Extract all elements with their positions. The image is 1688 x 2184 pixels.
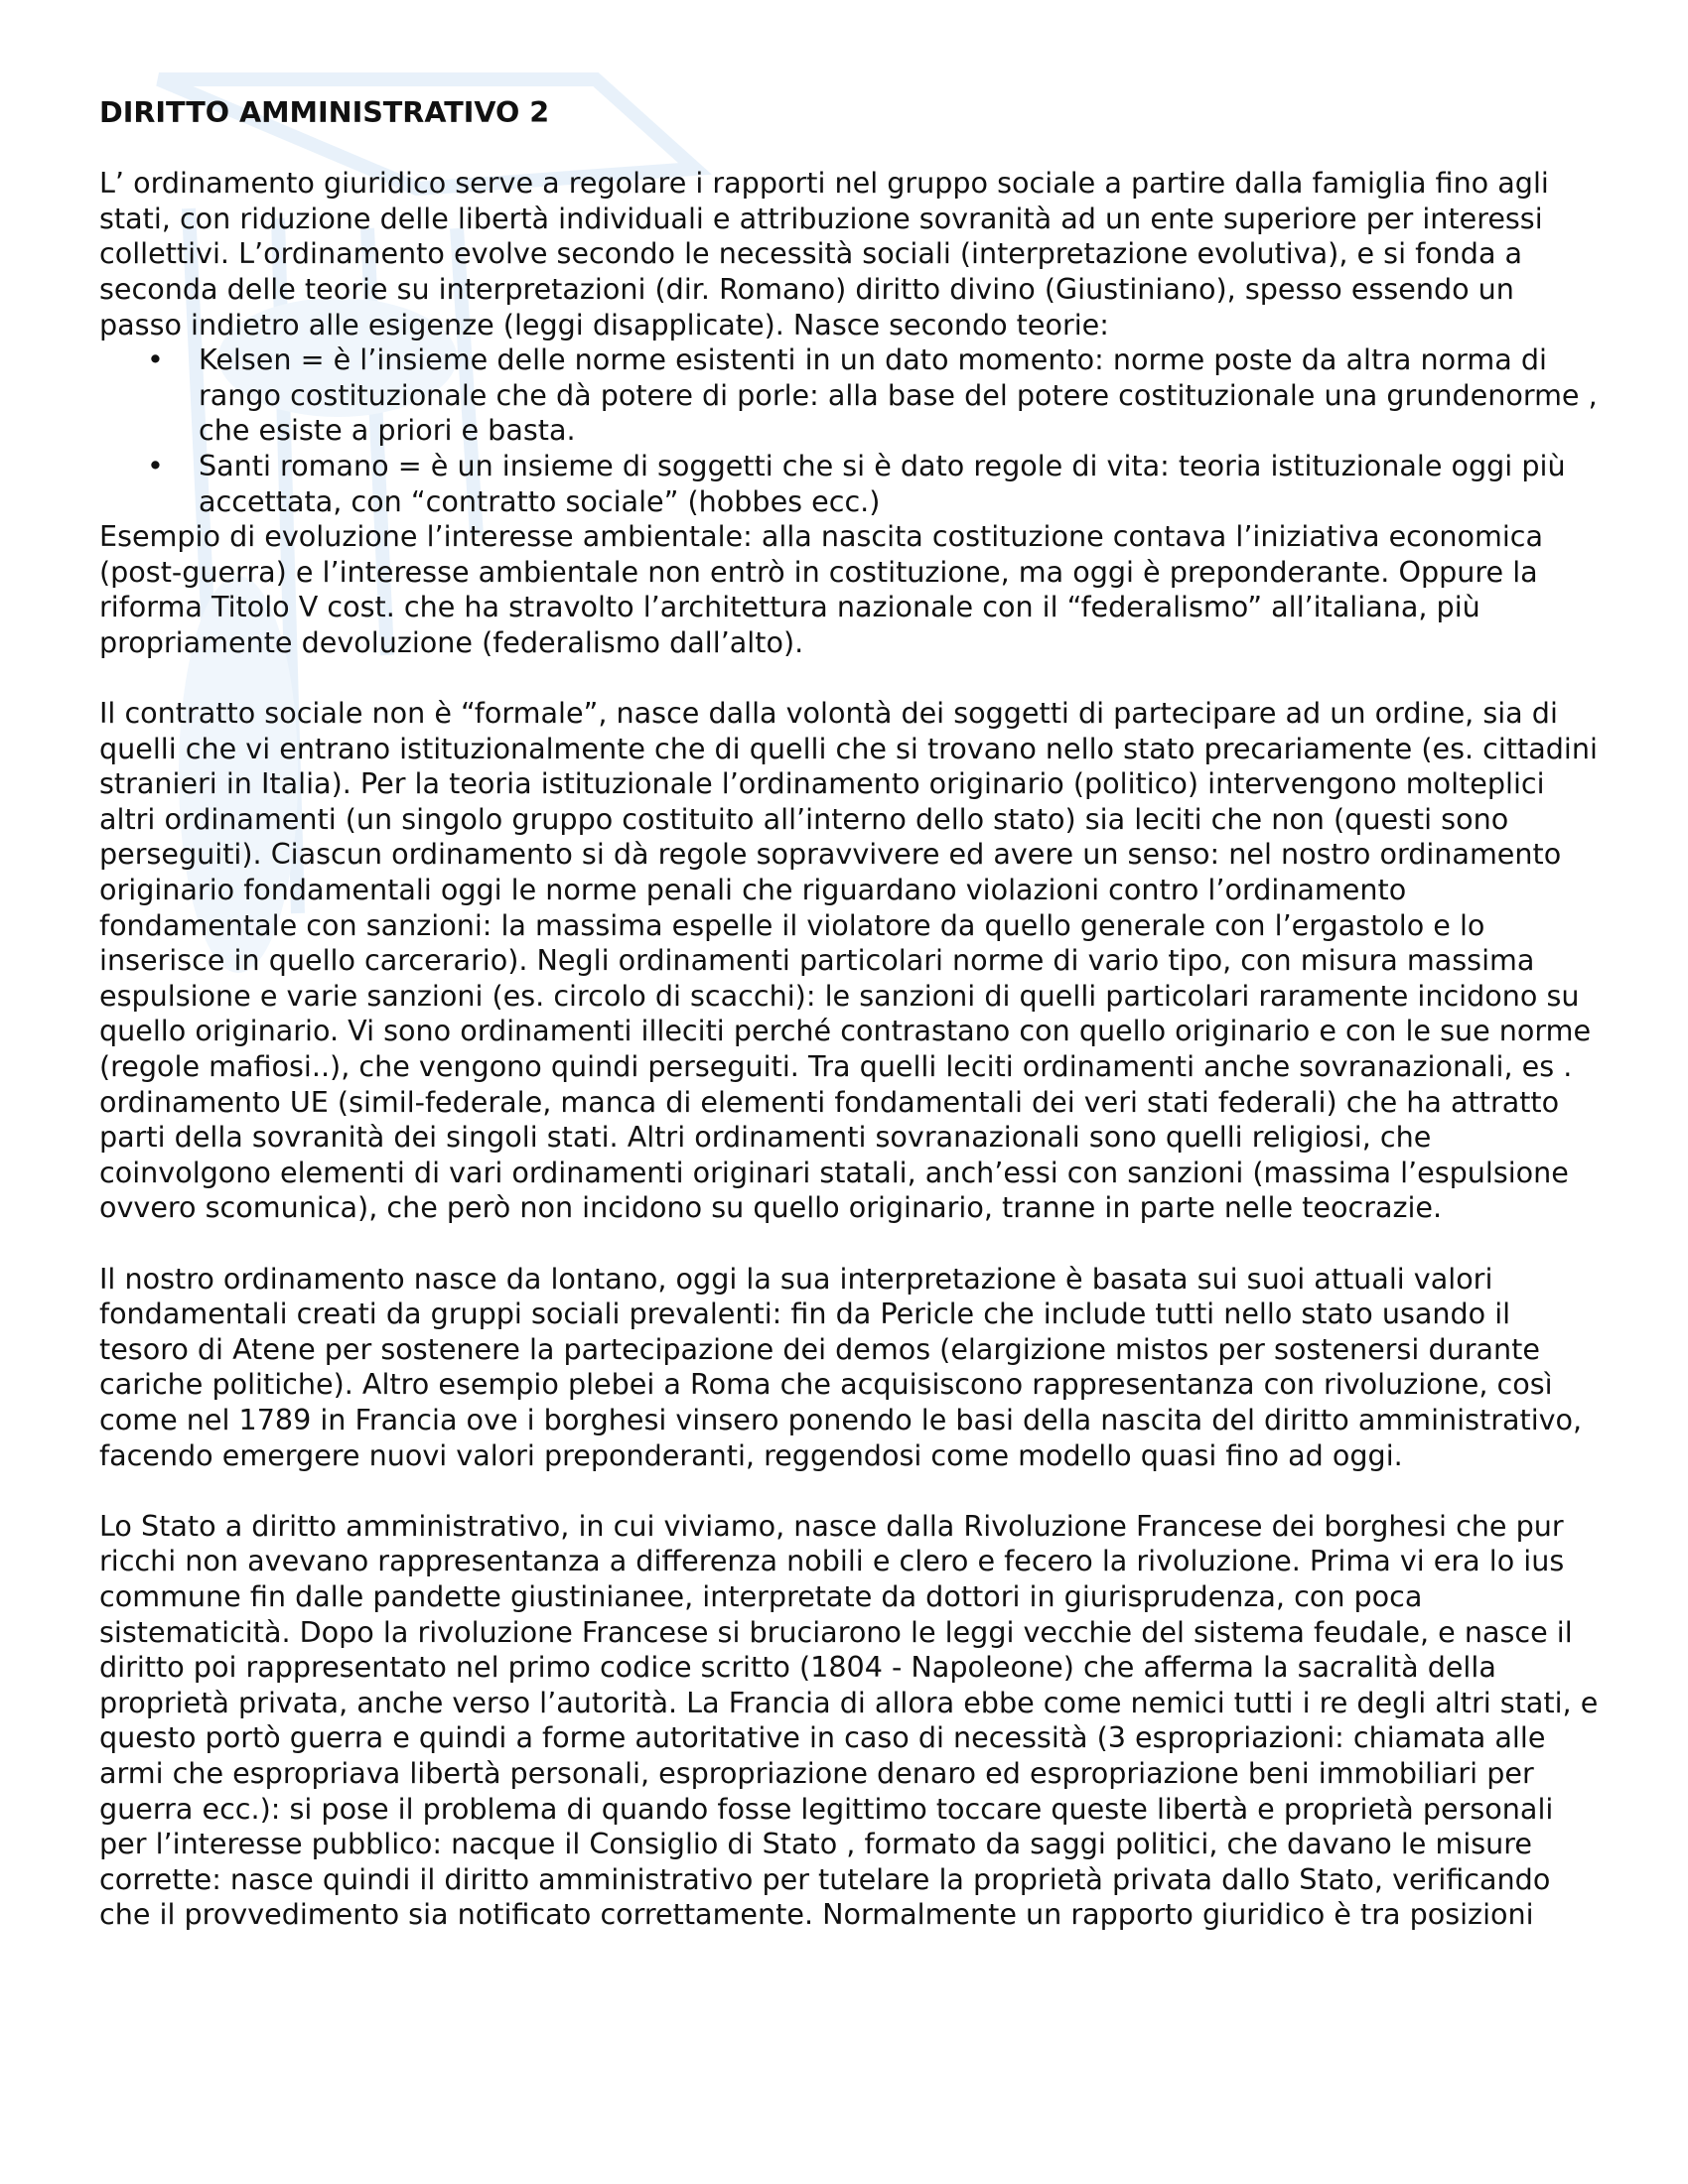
list-item [147, 342, 1599, 449]
administrative-state-paragraph: Lo Stato a diritto amministrativo, in cui viviamo, nasce dalla Rivoluzione Francese dei borghesi che pur ricchi non avevano rappresentanza a differenza nobili e clero e fecero la rivoluzione. Prima vi era lo ius commune fin dalle pandette giustinianee, interpretate da dottori in giurisprudenza, con poca sistematicità. Dopo la rivoluzione Francese si bruciarono le leggi vecchie del sistema feudale, e nasce il diritto poi rappresentato nel primo codice scritto (1804 - Napoleone) che afferma la sacralità della proprietà privata, anche verso l’autorità. La Francia di allora ebbe come nemici tutti i re degli altri stati, e questo portò guerra e quindi a forme autoritative in caso di necessità (3 espropriazioni: chiamata alle armi che espropriava libertà personali, espropriazione denaro ed espropriazione beni immobiliari per guerra ecc.): si pose il problema di quando fosse legittimo toccare queste libertà e proprietà personali per l’interesse pubblico: nacque il Consiglio di Stato , formato da saggi politici, che davano le misure corrette: nasce quindi il diritto amministrativo per tutelare la proprietà privata dallo Stato, verificando che il provvedimento sia notificato correttamente. Normalmente un rapporto giuridico è tra posizioni [99, 1508, 1599, 1932]
intro-paragraph: L’ ordinamento giuridico serve a regolare i rapporti nel gruppo sociale a partire dalla famiglia fino agli stati, con riduzione delle libertà individuali e attribuzione sovranità ad un ente superiore per interessi collettivi. L’ordinamento evolve secondo le necessità sociali (interpretazione evolutiva), e si fonda a seconda delle teorie su interpretazioni (dir. Romano) diritto divino (Giustiniano), spesso essendo un passo indietro alle esigenze (leggi disapplicate). Nasce secondo teorie: [99, 166, 1549, 341]
bullet-icon: • [147, 448, 164, 482]
social-contract-paragraph: Il contratto sociale non è “formale”, nasce dalla volontà dei soggetti di partecipare ad un ordine, sia di quelli che vi entrano istituzionalmente che di quelli che si trovano nello stato precariamente (es. cittadini stranieri in Italia). Per la teoria istituzionale l’ordinamento originario (politico) intervengono molteplici altri ordinamenti (un singolo gruppo costituito all’interno dello stato) sia leciti che non (questi sono perseguiti). Ciascun ordinamento si dà regole sopravvivere ed avere un senso: nel nostro ordinamento originario fondamentali oggi le norme penali che riguardano violazioni contro l’ordinamento fondamentale con sanzioni: la massima espelle il violatore da quello generale con l’ergastolo e lo inserisce in quello carcerario). Negli ordinamenti particolari norme di vario tipo, con misura massima espulsione e varie sanzioni (es. circolo di scacchi): le sanzioni di quelli particolari raramente incidono su quello originario. Vi sono ordinamenti illeciti perché contrastano con quello originario e con le sue norme (regole mafiosi..), che vengono quindi perseguiti. Tra quelli leciti ordinamenti anche sovranazionali, es . ordinamento UE (simil-federale, manca di elementi fondamentali dei veri stati federali) che ha attratto parti della sovranità dei singoli stati. Altri ordinamenti sovranazionali sono quelli religiosi, che coinvolgono elementi di vari ordinamenti originari statali, anch’essi con sanzioni (massima l’espulsione ovvero scomunica), che però non incidono su quello originario, tranne in parte nelle teocrazie. [99, 696, 1598, 1225]
bullet-icon: • [147, 342, 164, 377]
list-item-text: Kelsen = è l’insieme delle norme esistenti in un dato momento: norme poste da altra norma di rango costituzionale che dà potere di porle: alla base del potere costituzionale una grundenorme , che esiste a priori e basta. [199, 342, 1598, 448]
list-item [147, 448, 1599, 519]
document-page [99, 95, 1599, 1933]
list-item-text: Santi romano = è un insieme di soggetti che si è dato regole di vita: teoria istituzionale oggi più accettata, con “contratto sociale” (hobbes ecc.) [199, 448, 1566, 518]
evolution-paragraph: Esempio di evoluzione l’interesse ambientale: alla nascita costituzione contava l’iniziativa economica (post-guerra) e l’interesse ambientale non entrò in costituzione, ma oggi è preponderante. Oppure la riforma Titolo V cost. che ha stravolto l’architettura nazionale con il “federalismo” all’italiana, più propriamente devoluzione (federalismo dall’alto). [99, 519, 1544, 659]
document-title: DIRITTO AMMINISTRATIVO 2 [99, 95, 550, 129]
origins-paragraph: Il nostro ordinamento nasce da lontano, oggi la sua interpretazione è basata sui suoi attuali valori fondamentali creati da gruppi sociali prevalenti: fin da Pericle che include tutti nello stato usando il tesoro di Atene per sostenere la partecipazione dei demos (elargizione mistos per sostenersi durante cariche politiche). Altro esempio plebei a Roma che acquisiscono rappresentanza con rivoluzione, così come nel 1789 in Francia ove i borghesi vinsero ponendo le basi della nascita del diritto amministrativo, facendo emergere nuovi valori preponderanti, reggendosi come modello quasi fino ad oggi. [99, 1261, 1583, 1472]
theories-list [99, 342, 1599, 519]
